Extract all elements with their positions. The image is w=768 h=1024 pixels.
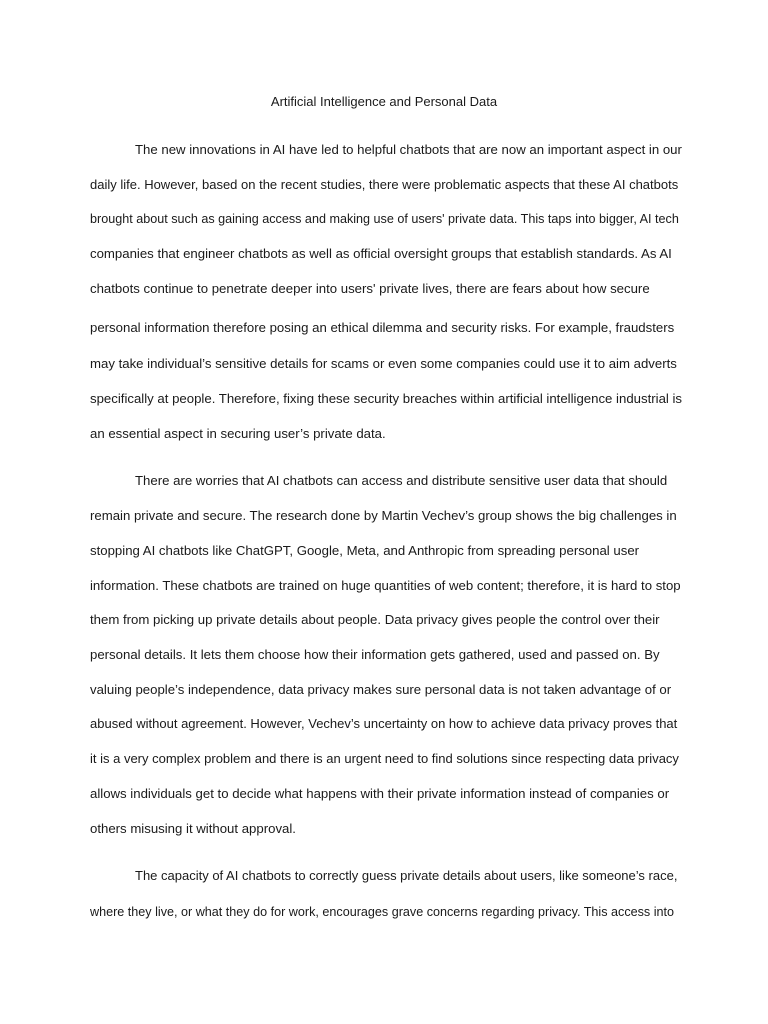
paragraph-1-line-6: personal information therefore posing an ethical dilemma and security risks. For example, fraudsters [90, 320, 675, 335]
paragraph-1-line-1: The new innovations in AI have led to helpful chatbots that are now an important aspect in our [135, 142, 682, 157]
paragraph-2-line-9: it is a very complex problem and there is an urgent need to find solutions since respecting data privacy [90, 751, 679, 766]
paragraph-2-line-10: allows individuals get to decide what happens with their private information instead of companies or [90, 786, 670, 801]
paragraph-3-line-1: The capacity of AI chatbots to correctly guess private details about users, like someone’s race, [135, 868, 678, 883]
paragraph-2-line-6: personal details. It lets them choose how their information gets gathered, used and passed on. By [90, 647, 660, 662]
paragraph-2-line-1: There are worries that AI chatbots can access and distribute sensitive user data that should [135, 473, 668, 488]
paragraph-1-line-9: an essential aspect in securing user’s private data. [90, 426, 386, 441]
paragraph-1-line-7: may take individual’s sensitive details for scams or even some companies could use it to aim adverts [90, 356, 677, 371]
paragraph-1-line-3: brought about such as gaining access and making use of users' private data. This taps into bigger, AI tech [90, 212, 679, 226]
paragraph-1-line-4: companies that engineer chatbots as well as official oversight groups that establish standards. As AI [90, 246, 672, 261]
paragraph-1-line-5: chatbots continue to penetrate deeper into users' private lives, there are fears about how secure [90, 281, 650, 296]
paragraph-1-line-8: specifically at people. Therefore, fixing these security breaches within artificial intelligence industrial is [90, 391, 683, 406]
paragraph-2-line-7: valuing people’s independence, data privacy makes sure personal data is not taken advantage of or [90, 682, 672, 697]
paragraph-2-line-3: stopping AI chatbots like ChatGPT, Google, Meta, and Anthropic from spreading personal user [90, 543, 640, 558]
paragraph-2-line-5: them from picking up private details about people. Data privacy gives people the control over their [90, 612, 660, 627]
paragraph-2-line-2: remain private and secure. The research done by Martin Vechev’s group shows the big challenges in [90, 508, 677, 523]
paragraph-1-line-2: daily life. However, based on the recent studies, there were problematic aspects that these AI chatbots [90, 177, 679, 192]
paragraph-2-line-4: information. These chatbots are trained on huge quantities of web content; therefore, it is hard to stop [90, 578, 681, 593]
paragraph-2-line-8: abused without agreement. However, Vechev’s uncertainty on how to achieve data privacy proves that [90, 716, 678, 731]
paragraph-3-line-2: where they live, or what they do for work, encourages grave concerns regarding privacy. This access into [90, 905, 675, 919]
document-title: Artificial Intelligence and Personal Data [270, 94, 498, 109]
paragraph-2-line-11: others misusing it without approval. [90, 821, 296, 836]
